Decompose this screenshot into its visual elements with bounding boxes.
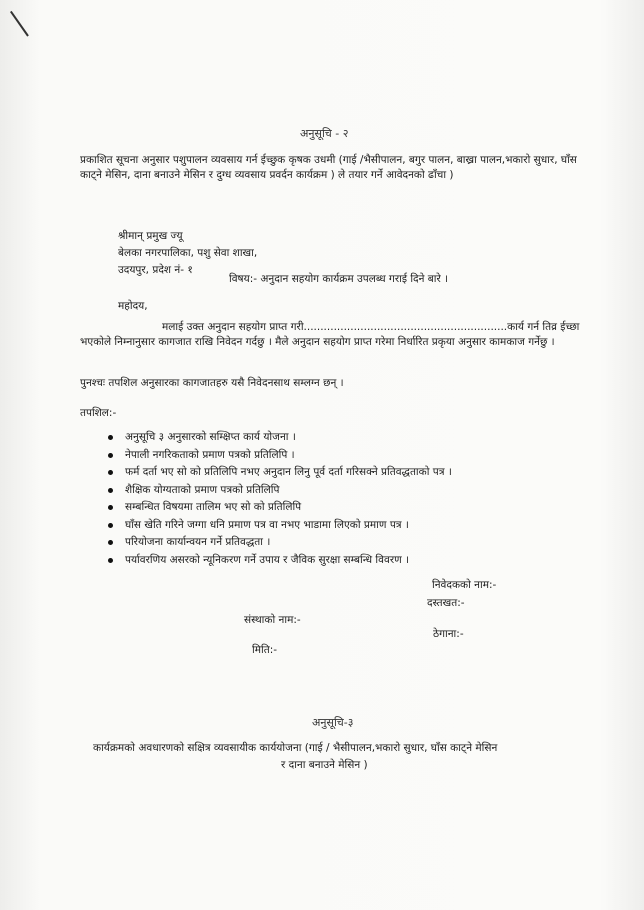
body-line-1: मलाई उक्त अनुदान सहयोग प्राप्त गरी.............................................................कार्य गर्न तिव्र ईच्छा — [162, 321, 580, 333]
annex3-line-1: कार्यक्रमको अवधारणको सक्षित्र व्यवसायीक कार्ययोजना (गाई / भैसीपालन,भकारो सुधार, घाँस काट्ने मेसिन — [93, 742, 498, 754]
scan-mark — [10, 11, 29, 37]
list-item: नेपाली नगरिकताको प्रमाण पत्रको प्रतिलिपि । — [108, 447, 452, 465]
list-item: परियोजना कार्यान्वयन गर्ने प्रतिवद्धता । — [108, 534, 452, 552]
annex3-heading: अनुसूचि-३ — [312, 716, 354, 729]
addressee-line-2: बेलका नगरपालिका, पशु सेवा शाखा, — [118, 247, 258, 259]
attachment-list — [108, 429, 452, 569]
list-item: घाँस खेति गरिने जग्गा धनि प्रमाण पत्र वा नभए भाडामा लिएको प्रमाण पत्र । — [108, 517, 452, 535]
details-label: तपशिल:- — [80, 407, 117, 419]
applicant-name-field: निवेदकको नाम:- — [432, 579, 497, 591]
list-item: पर्यावरणिय असरको न्यूनिकरण गर्ने उपाय र जैविक सुरक्षा सम्बन्धि विवरण । — [108, 552, 452, 570]
addressee-line-3: उदयपुर, प्रदेश नं- १ — [118, 264, 193, 276]
list-item: शैक्षिक योग्यताको प्रमाण पत्रको प्रतिलिपि — [108, 482, 452, 500]
date-field: मिति:- — [252, 644, 278, 656]
signature-field: दस्तखत:- — [427, 597, 465, 609]
salutation: महोदय, — [118, 300, 148, 312]
subject-line: विषय:- अनुदान सहयोग कार्यक्रम उपलब्ध गराई दिने बारे । — [229, 273, 449, 285]
addressee-line-1: श्रीमान् प्रमुख ज्यू — [118, 230, 183, 242]
organization-name-field: संस्थाको नाम:- — [244, 614, 301, 626]
annex3-line-2: र दाना बनाउने मेसिन ) — [281, 759, 368, 771]
annex2-heading: अनुसूचि - २ — [300, 127, 349, 140]
intro-paragraph: प्रकाशित सूचना अनुसार पशुपालन व्यवसाय गर्न ईच्छुक कृषक उधमी (गाई /भैसीपालन, बगुर पालन, बाख्रा पालन,भकारो सुधार, घाँस काट्ने मेसिन, दाना बनाउने मेसिन र दुग्ध व्यवसाय प्रवर्दन कार्यक्रम ) ले तयार गर्ने आवेदनको ढाँचा ) — [80, 154, 577, 181]
body-paragraph: भएकोले निम्नानुसार कागजात राखि निवेदन गर्दछु । मैले अनुदान सहयोग प्राप्त गरेमा निर्धारित प्रकृया अनुसार कामकाज गर्नेछु । — [80, 336, 555, 348]
list-item: सम्बन्धित विषयमा तालिम भए सो को प्रतिलिपि — [108, 499, 452, 517]
list-item: फर्म दर्ता भए सो को प्रतिलिपि नभए अनुदान लिनु पूर्व दर्ता गरिसक्ने प्रतिवद्धताको पत्र । — [108, 464, 452, 482]
list-item: अनुसूचि ३ अनुसारको सम्क्षिप्त कार्य योजना । — [108, 429, 452, 447]
address-field: ठेगाना:- — [433, 628, 464, 640]
attachment-note: पुनश्चः तपशिल अनुसारका कागजातहरु यसै निवेदनसाथ सम्लग्न छन् । — [80, 377, 344, 389]
